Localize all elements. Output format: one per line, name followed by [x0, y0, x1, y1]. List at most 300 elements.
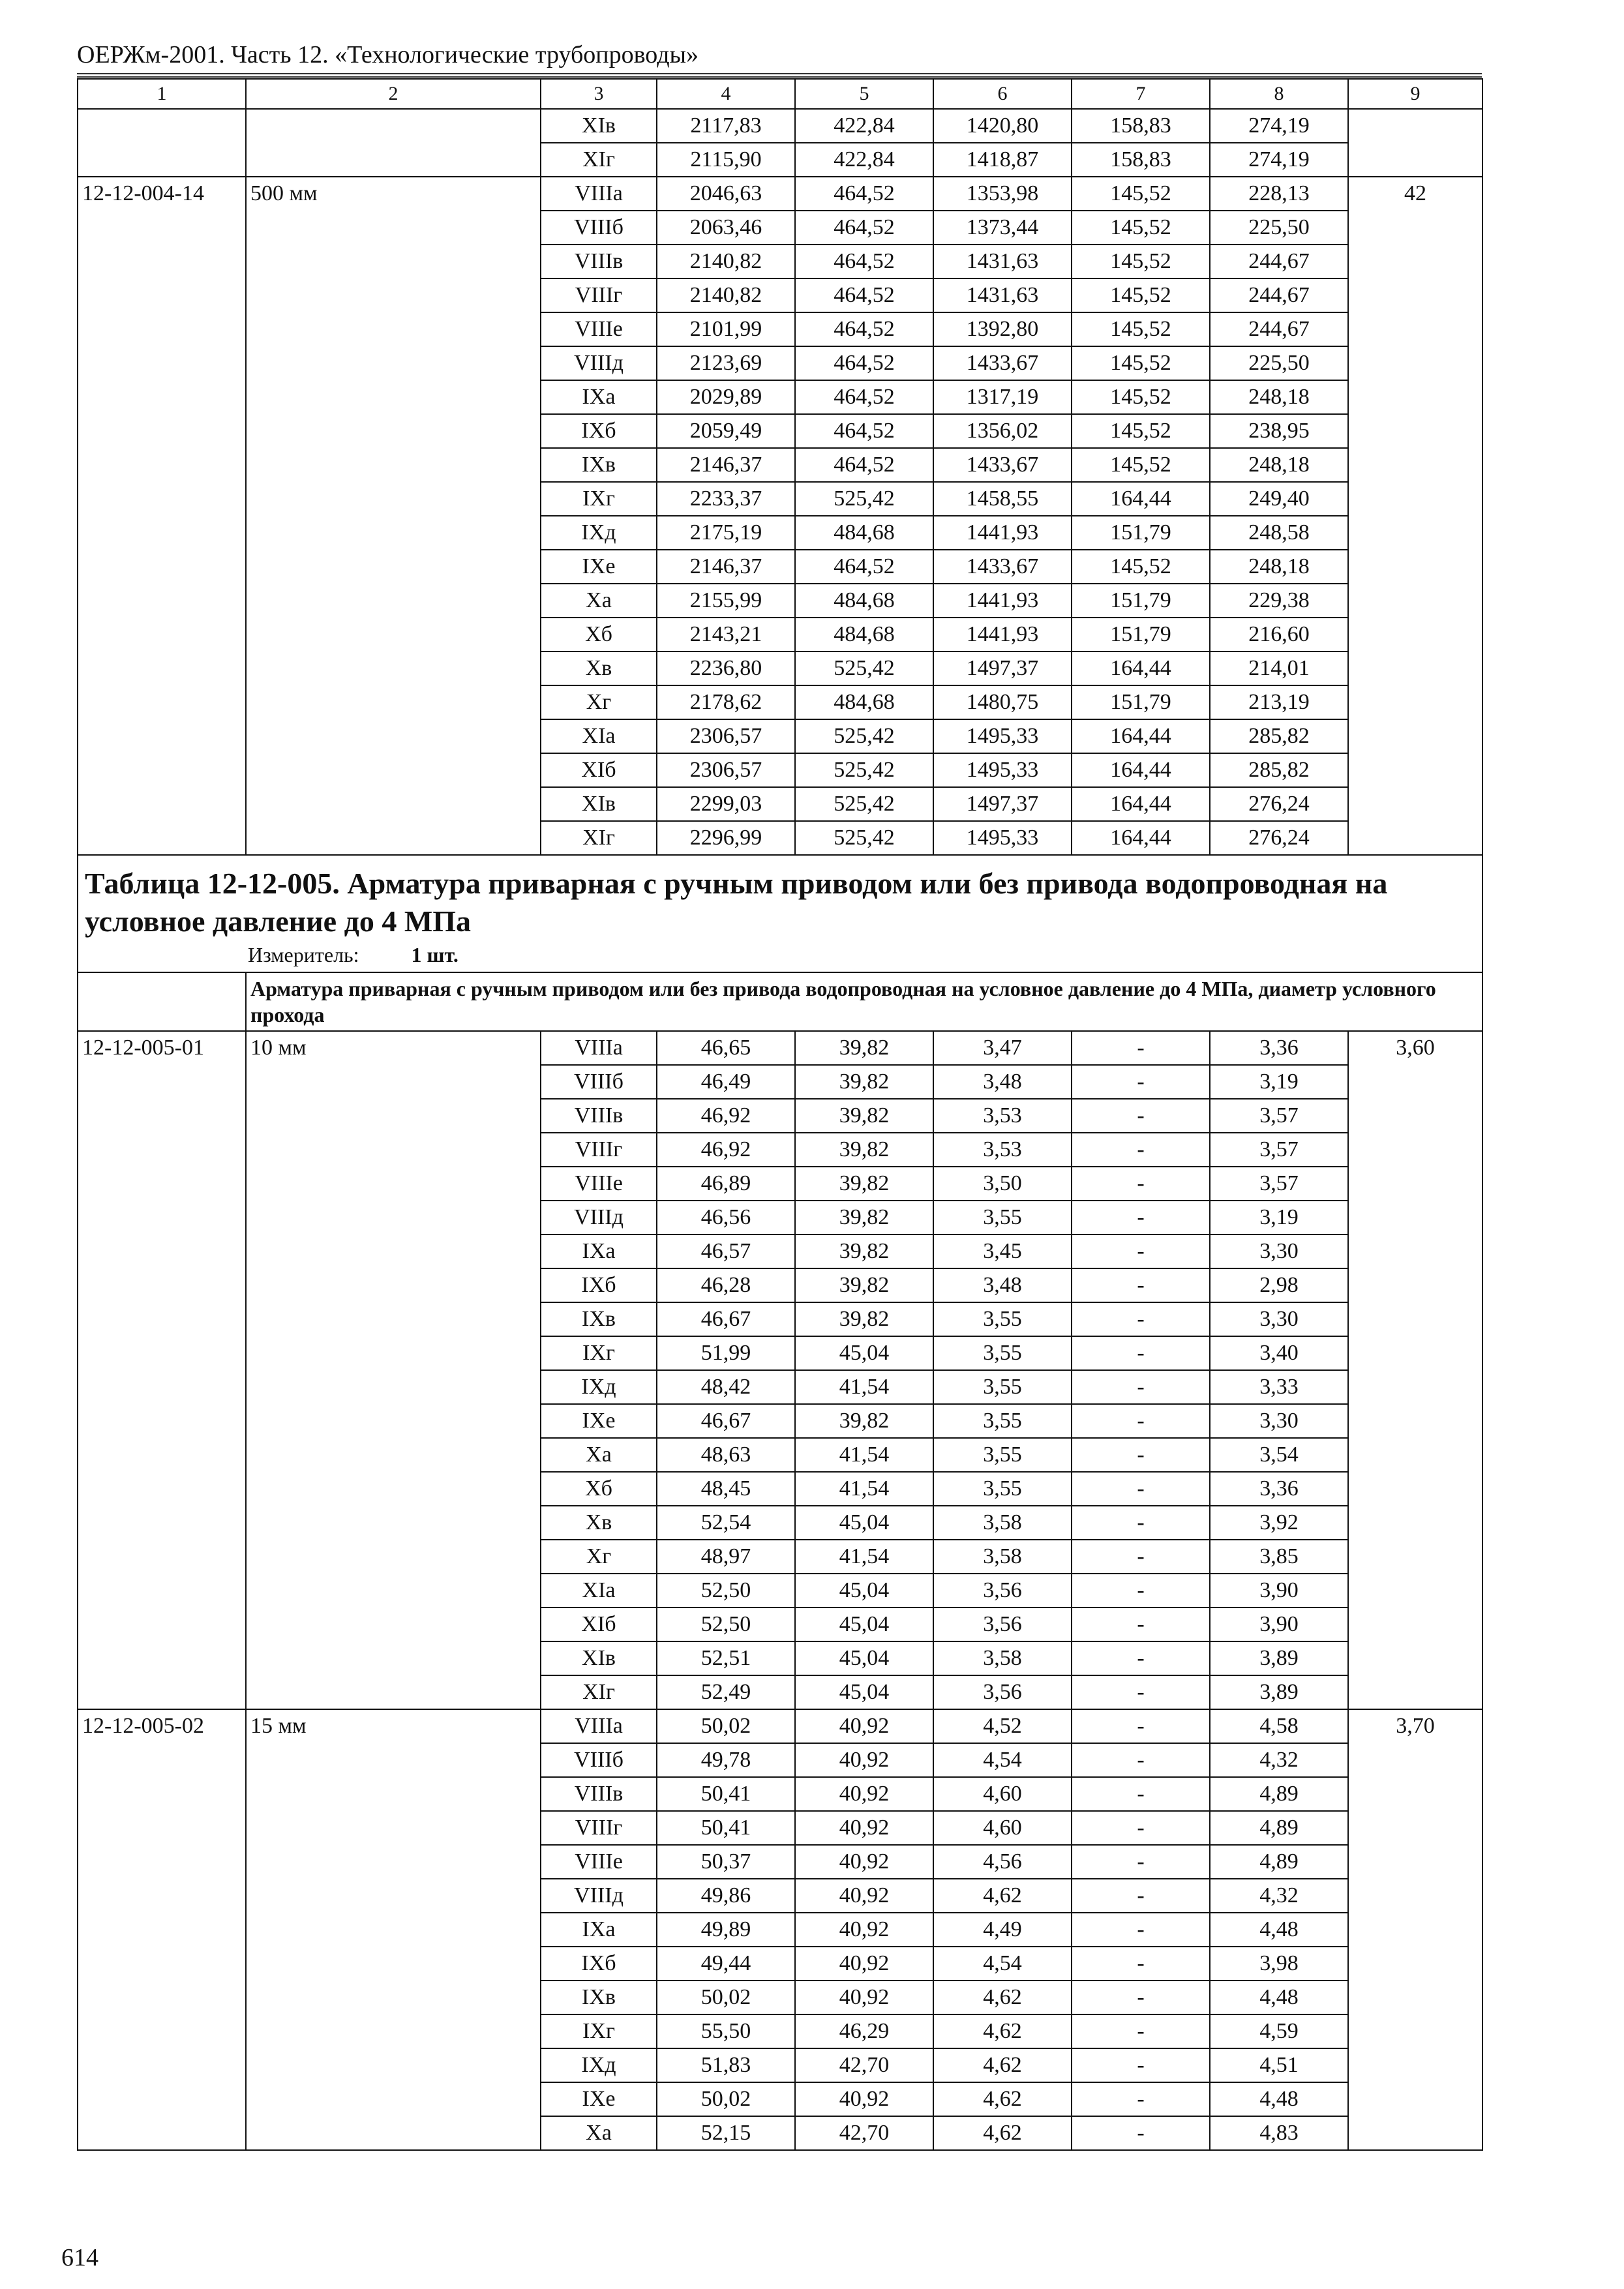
value-cell: 4,54 — [933, 1947, 1072, 1981]
mass-cell — [1348, 1167, 1482, 1201]
value-cell: 1317,19 — [933, 380, 1072, 414]
table-title: Таблица 12-12-005. Арматура приварная с ручным приводом или без привода водопроводная на условное давление до 4 МПа — [85, 867, 1388, 938]
code-cell — [78, 1133, 246, 1167]
table-row — [78, 1099, 1482, 1133]
value-cell: 164,44 — [1072, 821, 1210, 855]
mass-cell — [1348, 1913, 1482, 1947]
value-cell: 4,48 — [1210, 1981, 1348, 2014]
table-row — [78, 1879, 1482, 1913]
value-cell: 52,51 — [657, 1641, 795, 1675]
value-cell: 1353,98 — [933, 177, 1072, 211]
value-cell: 45,04 — [795, 1506, 933, 1540]
mass-cell — [1348, 1540, 1482, 1574]
value-cell: 4,54 — [933, 1743, 1072, 1777]
value-cell: 274,19 — [1210, 109, 1348, 143]
value-cell: 4,59 — [1210, 2014, 1348, 2048]
table-row — [78, 1845, 1482, 1879]
table-row — [78, 685, 1482, 719]
value-cell: 1495,33 — [933, 719, 1072, 753]
value-cell: 40,92 — [795, 1879, 933, 1913]
diameter-cell — [246, 1540, 541, 1574]
zone-cell: VIIIб — [541, 1743, 657, 1777]
table-row — [78, 346, 1482, 380]
value-cell: 3,50 — [933, 1167, 1072, 1201]
value-cell: 248,18 — [1210, 380, 1348, 414]
diameter-cell — [246, 1099, 541, 1133]
column-number-cell: 3 — [541, 79, 657, 109]
mass-cell: 42 — [1348, 177, 1482, 211]
diameter-cell — [246, 1302, 541, 1336]
mass-cell — [1348, 2014, 1482, 2048]
diameter-cell — [246, 618, 541, 651]
table-row — [78, 1981, 1482, 2014]
value-cell: 214,01 — [1210, 651, 1348, 685]
zone-cell: XIв — [541, 109, 657, 143]
mass-cell — [1348, 2082, 1482, 2116]
zone-cell: XIа — [541, 719, 657, 753]
value-cell: - — [1072, 1540, 1210, 1574]
zone-cell: XIг — [541, 1675, 657, 1709]
mass-cell — [1348, 1336, 1482, 1370]
value-cell: 151,79 — [1072, 516, 1210, 550]
zone-cell: IXг — [541, 2014, 657, 2048]
header-rule-second — [77, 76, 1482, 78]
zone-cell: IXг — [541, 1336, 657, 1370]
value-cell: 46,29 — [795, 2014, 933, 2048]
value-cell: 1431,63 — [933, 245, 1072, 278]
value-cell: 4,32 — [1210, 1879, 1348, 1913]
value-cell: 3,56 — [933, 1608, 1072, 1641]
value-cell: 145,52 — [1072, 380, 1210, 414]
zone-cell: VIIIв — [541, 245, 657, 278]
table-row — [78, 1370, 1482, 1404]
value-cell: 1441,93 — [933, 618, 1072, 651]
zone-cell: VIIIа — [541, 1031, 657, 1065]
diameter-cell — [246, 346, 541, 380]
code-cell — [78, 312, 246, 346]
value-cell: 2101,99 — [657, 312, 795, 346]
diameter-cell — [246, 1845, 541, 1879]
value-cell: 4,62 — [933, 2116, 1072, 2150]
column-number-cell: 7 — [1072, 79, 1210, 109]
value-cell: 46,65 — [657, 1031, 795, 1065]
value-cell: 3,36 — [1210, 1472, 1348, 1506]
code-cell — [78, 1981, 246, 2014]
value-cell: 3,55 — [933, 1201, 1072, 1234]
value-cell: 145,52 — [1072, 346, 1210, 380]
value-cell: 40,92 — [795, 1743, 933, 1777]
diameter-cell — [246, 2048, 541, 2082]
value-cell: 40,92 — [795, 1709, 933, 1743]
value-cell: 1420,80 — [933, 109, 1072, 143]
zone-cell: VIIIб — [541, 1065, 657, 1099]
mass-cell — [1348, 1234, 1482, 1268]
value-cell: 39,82 — [795, 1201, 933, 1234]
value-cell: - — [1072, 1065, 1210, 1099]
value-cell: 41,54 — [795, 1438, 933, 1472]
value-cell: 1418,87 — [933, 143, 1072, 177]
table-row — [78, 2116, 1482, 2150]
table-row — [78, 1540, 1482, 1574]
value-cell: - — [1072, 1472, 1210, 1506]
value-cell: 3,89 — [1210, 1675, 1348, 1709]
mass-cell — [1348, 312, 1482, 346]
column-number-cell: 2 — [246, 79, 541, 109]
header-rule — [77, 73, 1482, 74]
value-cell: 484,68 — [795, 685, 933, 719]
mass-cell — [1348, 482, 1482, 516]
column-number-cell: 9 — [1348, 79, 1482, 109]
mass-cell: 3,70 — [1348, 1709, 1482, 1743]
table-row — [78, 618, 1482, 651]
value-cell: - — [1072, 1438, 1210, 1472]
table-row — [78, 1777, 1482, 1811]
value-cell: 3,48 — [933, 1268, 1072, 1302]
value-cell: 248,58 — [1210, 516, 1348, 550]
value-cell: 39,82 — [795, 1404, 933, 1438]
table-row — [78, 1641, 1482, 1675]
zone-cell: Xг — [541, 685, 657, 719]
value-cell: 4,49 — [933, 1913, 1072, 1947]
value-cell: 4,62 — [933, 2082, 1072, 2116]
code-cell: 12-12-005-01 — [78, 1031, 246, 1065]
value-cell: 248,18 — [1210, 448, 1348, 482]
value-cell: 151,79 — [1072, 685, 1210, 719]
value-cell: 46,67 — [657, 1404, 795, 1438]
value-cell: 4,51 — [1210, 2048, 1348, 2082]
zone-cell: VIIIд — [541, 1201, 657, 1234]
code-cell — [78, 211, 246, 245]
value-cell: 244,67 — [1210, 245, 1348, 278]
table-row — [78, 1234, 1482, 1268]
table-row — [78, 278, 1482, 312]
value-cell: 164,44 — [1072, 651, 1210, 685]
value-cell: 40,92 — [795, 1947, 933, 1981]
value-cell: 1392,80 — [933, 312, 1072, 346]
value-cell: 1373,44 — [933, 211, 1072, 245]
value-cell: 46,49 — [657, 1065, 795, 1099]
code-cell — [78, 1336, 246, 1370]
value-cell: - — [1072, 1506, 1210, 1540]
table-row — [78, 719, 1482, 753]
diameter-cell — [246, 685, 541, 719]
diameter-cell — [246, 482, 541, 516]
value-cell: 3,58 — [933, 1506, 1072, 1540]
value-cell: 3,54 — [1210, 1438, 1348, 1472]
value-cell: 4,62 — [933, 1879, 1072, 1913]
value-cell: 2140,82 — [657, 245, 795, 278]
value-cell: 1441,93 — [933, 584, 1072, 618]
code-cell — [78, 1370, 246, 1404]
table-row — [78, 2014, 1482, 2048]
value-cell: 216,60 — [1210, 618, 1348, 651]
value-cell: 2059,49 — [657, 414, 795, 448]
value-cell: 3,55 — [933, 1302, 1072, 1336]
code-cell — [78, 516, 246, 550]
mass-cell — [1348, 278, 1482, 312]
table-row — [78, 584, 1482, 618]
value-cell: 50,41 — [657, 1811, 795, 1845]
value-cell: 158,83 — [1072, 109, 1210, 143]
column-number-cell: 6 — [933, 79, 1072, 109]
value-cell: 164,44 — [1072, 482, 1210, 516]
value-cell: 422,84 — [795, 109, 933, 143]
mass-cell — [1348, 1201, 1482, 1234]
table-title-row — [78, 855, 1482, 972]
diameter-cell — [246, 1675, 541, 1709]
diameter-cell — [246, 1574, 541, 1608]
value-cell: 249,40 — [1210, 482, 1348, 516]
value-cell: 46,57 — [657, 1234, 795, 1268]
zone-cell: Xа — [541, 2116, 657, 2150]
mass-cell — [1348, 414, 1482, 448]
table-row — [78, 177, 1482, 211]
value-cell: 3,55 — [933, 1370, 1072, 1404]
value-cell: 1495,33 — [933, 753, 1072, 787]
table-row — [78, 1133, 1482, 1167]
value-cell: 164,44 — [1072, 753, 1210, 787]
value-cell: 1433,67 — [933, 346, 1072, 380]
value-cell: 3,40 — [1210, 1336, 1348, 1370]
zone-cell: Xа — [541, 1438, 657, 1472]
value-cell: 39,82 — [795, 1167, 933, 1201]
code-cell — [78, 278, 246, 312]
value-cell: 3,57 — [1210, 1133, 1348, 1167]
value-cell: 41,54 — [795, 1540, 933, 1574]
column-number-cell: 8 — [1210, 79, 1348, 109]
code-cell — [78, 618, 246, 651]
mass-cell — [1348, 1099, 1482, 1133]
table-body — [78, 79, 1482, 2150]
mass-cell — [1348, 2116, 1482, 2150]
code-cell — [78, 1574, 246, 1608]
value-cell: 2299,03 — [657, 787, 795, 821]
value-cell: 1480,75 — [933, 685, 1072, 719]
code-cell — [78, 2048, 246, 2082]
diameter-cell — [246, 211, 541, 245]
zone-cell: XIв — [541, 1641, 657, 1675]
value-cell: 2063,46 — [657, 211, 795, 245]
value-cell: 39,82 — [795, 1302, 933, 1336]
mass-cell — [1348, 1947, 1482, 1981]
rates-table — [77, 78, 1483, 2151]
table-row — [78, 1404, 1482, 1438]
mass-cell — [1348, 211, 1482, 245]
diameter-cell — [246, 109, 541, 143]
diameter-cell — [246, 753, 541, 787]
code-cell — [78, 245, 246, 278]
zone-cell: IXв — [541, 1981, 657, 2014]
value-cell: 3,98 — [1210, 1947, 1348, 1981]
value-cell: 2046,63 — [657, 177, 795, 211]
zone-cell: VIIIв — [541, 1777, 657, 1811]
value-cell: 3,58 — [933, 1540, 1072, 1574]
code-cell — [78, 821, 246, 855]
mass-cell — [1348, 753, 1482, 787]
value-cell: 39,82 — [795, 1031, 933, 1065]
value-cell: 3,90 — [1210, 1574, 1348, 1608]
mass-cell — [1348, 448, 1482, 482]
value-cell: 2123,69 — [657, 346, 795, 380]
table-row — [78, 245, 1482, 278]
value-cell: - — [1072, 1099, 1210, 1133]
value-cell: 2296,99 — [657, 821, 795, 855]
value-cell: 484,68 — [795, 584, 933, 618]
code-cell — [78, 482, 246, 516]
value-cell: 4,56 — [933, 1845, 1072, 1879]
value-cell: 3,53 — [933, 1099, 1072, 1133]
value-cell: 39,82 — [795, 1234, 933, 1268]
code-cell: 12-12-005-02 — [78, 1709, 246, 1743]
value-cell: 41,54 — [795, 1472, 933, 1506]
zone-cell: Xв — [541, 651, 657, 685]
table-row — [78, 1608, 1482, 1641]
value-cell: 45,04 — [795, 1336, 933, 1370]
value-cell: 45,04 — [795, 1641, 933, 1675]
value-cell: 3,36 — [1210, 1031, 1348, 1065]
value-cell: 225,50 — [1210, 211, 1348, 245]
code-cell — [78, 1472, 246, 1506]
value-cell: - — [1072, 1608, 1210, 1641]
value-cell: 1433,67 — [933, 550, 1072, 584]
value-cell: 228,13 — [1210, 177, 1348, 211]
zone-cell: VIIIа — [541, 177, 657, 211]
value-cell: - — [1072, 1404, 1210, 1438]
value-cell: 45,04 — [795, 1608, 933, 1641]
zone-cell: Xа — [541, 584, 657, 618]
value-cell: 4,48 — [1210, 2082, 1348, 2116]
zone-cell: XIа — [541, 1574, 657, 1608]
diameter-cell — [246, 414, 541, 448]
value-cell: 3,85 — [1210, 1540, 1348, 1574]
value-cell: 40,92 — [795, 2082, 933, 2116]
zone-cell: Xб — [541, 1472, 657, 1506]
value-cell: 464,52 — [795, 346, 933, 380]
value-cell: 4,52 — [933, 1709, 1072, 1743]
diameter-cell: 500 мм — [246, 177, 541, 211]
mass-cell — [1348, 1743, 1482, 1777]
code-cell — [78, 550, 246, 584]
mass-cell — [1348, 584, 1482, 618]
value-cell: - — [1072, 1947, 1210, 1981]
value-cell: 244,67 — [1210, 312, 1348, 346]
value-cell: 285,82 — [1210, 753, 1348, 787]
diameter-cell — [246, 2116, 541, 2150]
mass-cell — [1348, 1268, 1482, 1302]
value-cell: - — [1072, 2082, 1210, 2116]
zone-cell: IXд — [541, 2048, 657, 2082]
mass-cell — [1348, 550, 1482, 584]
code-cell — [78, 584, 246, 618]
value-cell: 3,19 — [1210, 1065, 1348, 1099]
value-cell: 464,52 — [795, 245, 933, 278]
value-cell: 39,82 — [795, 1065, 933, 1099]
value-cell: 1433,67 — [933, 448, 1072, 482]
mass-cell — [1348, 1302, 1482, 1336]
value-cell: 229,38 — [1210, 584, 1348, 618]
value-cell: 40,92 — [795, 1845, 933, 1879]
value-cell: - — [1072, 1268, 1210, 1302]
value-cell: 1431,63 — [933, 278, 1072, 312]
diameter-cell — [246, 1947, 541, 1981]
table-row — [78, 1472, 1482, 1506]
value-cell: - — [1072, 1709, 1210, 1743]
table-subtitle-row — [78, 972, 1482, 1031]
column-number-cell: 5 — [795, 79, 933, 109]
value-cell: - — [1072, 1743, 1210, 1777]
diameter-cell — [246, 448, 541, 482]
code-cell — [78, 685, 246, 719]
value-cell: 2115,90 — [657, 143, 795, 177]
value-cell: 274,19 — [1210, 143, 1348, 177]
value-cell: 48,97 — [657, 1540, 795, 1574]
value-cell: 3,57 — [1210, 1167, 1348, 1201]
code-cell — [78, 1777, 246, 1811]
value-cell: 3,19 — [1210, 1201, 1348, 1234]
mass-cell — [1348, 1133, 1482, 1167]
value-cell: - — [1072, 1879, 1210, 1913]
code-cell — [78, 1845, 246, 1879]
diameter-cell — [246, 2014, 541, 2048]
table-row — [78, 821, 1482, 855]
diameter-cell — [246, 1370, 541, 1404]
value-cell: 39,82 — [795, 1133, 933, 1167]
value-cell: 1497,37 — [933, 651, 1072, 685]
value-cell: 4,89 — [1210, 1777, 1348, 1811]
value-cell: 46,28 — [657, 1268, 795, 1302]
diameter-cell — [246, 1981, 541, 2014]
value-cell: 145,52 — [1072, 278, 1210, 312]
diameter-cell — [246, 1506, 541, 1540]
code-cell — [78, 1404, 246, 1438]
value-cell: 45,04 — [795, 1574, 933, 1608]
code-cell — [78, 1540, 246, 1574]
zone-cell: VIIIб — [541, 211, 657, 245]
mass-cell — [1348, 787, 1482, 821]
code-cell — [78, 719, 246, 753]
mass-cell — [1348, 346, 1482, 380]
value-cell: 41,54 — [795, 1370, 933, 1404]
diameter-cell — [246, 821, 541, 855]
value-cell: 48,45 — [657, 1472, 795, 1506]
code-cell — [78, 1099, 246, 1133]
mass-cell — [1348, 516, 1482, 550]
value-cell: 464,52 — [795, 550, 933, 584]
value-cell: 464,52 — [795, 211, 933, 245]
table-row — [78, 448, 1482, 482]
value-cell: 525,42 — [795, 482, 933, 516]
value-cell: 3,55 — [933, 1336, 1072, 1370]
zone-cell: XIг — [541, 821, 657, 855]
value-cell: 2146,37 — [657, 550, 795, 584]
value-cell: 49,89 — [657, 1913, 795, 1947]
diameter-cell — [246, 1268, 541, 1302]
column-number-cell: 1 — [78, 79, 246, 109]
value-cell: 276,24 — [1210, 821, 1348, 855]
value-cell: 4,89 — [1210, 1811, 1348, 1845]
code-cell — [78, 380, 246, 414]
value-cell: 4,62 — [933, 2048, 1072, 2082]
table-row — [78, 1574, 1482, 1608]
value-cell: 464,52 — [795, 312, 933, 346]
code-cell — [78, 2014, 246, 2048]
mass-cell — [1348, 651, 1482, 685]
value-cell: 4,62 — [933, 2014, 1072, 2048]
subtitle-spacer — [78, 972, 246, 1031]
diameter-cell — [246, 1336, 541, 1370]
zone-cell: Xг — [541, 1540, 657, 1574]
zone-cell: VIIIд — [541, 1879, 657, 1913]
